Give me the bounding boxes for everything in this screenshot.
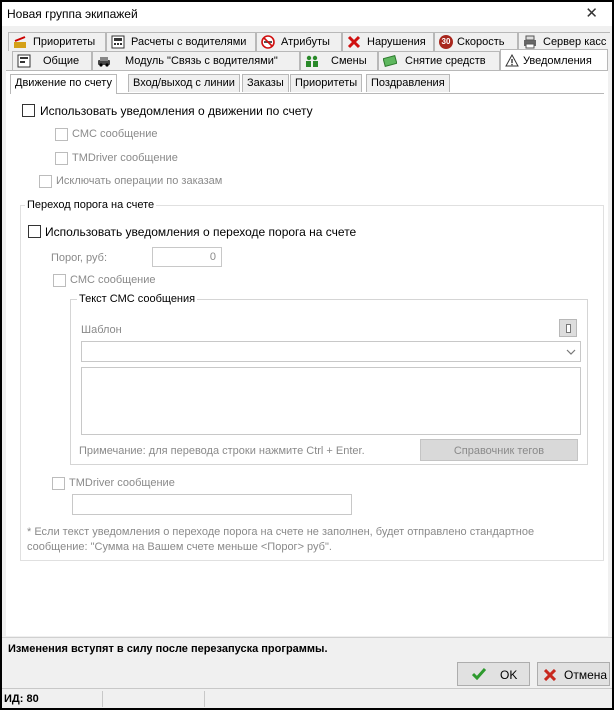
warning-icon [505,54,519,68]
tab-cash-server[interactable]: Сервер касс [518,32,610,51]
use-movement-notifications-checkbox[interactable] [22,104,35,117]
threshold-group-title: Переход порога на счете [27,199,155,211]
check-icon [472,668,486,680]
ok-button[interactable]: OK [457,662,530,686]
use-threshold-notifications-checkbox[interactable] [28,225,41,238]
restart-notice: Изменения вступят в силу после перезапуска программы. [8,643,328,655]
movement-tmdriver-checkbox[interactable] [55,152,68,165]
threshold-sms-label: СМС сообщение [70,274,156,286]
red-x-icon [347,35,361,49]
tab-driver-communication-module[interactable]: Модуль "Связь с водителями" [92,51,300,70]
threshold-input[interactable]: 0 [152,247,222,267]
template-picker-icon[interactable] [559,319,577,337]
tab-notifications[interactable]: Уведомления [500,49,608,70]
tab-attributes[interactable]: Атрибуты [256,32,342,51]
subtab-orders[interactable]: Заказы [242,74,289,92]
footer-separator [204,691,205,707]
cancel-button[interactable]: Отмена [537,662,610,686]
threshold-tmdriver-input[interactable] [72,494,352,515]
line-break-hint: Примечание: для перевода строки нажмите Ctrl + Enter. [79,445,365,457]
chevron-down-icon [566,348,576,356]
footnote-line-1: * Если текст уведомления о переходе порога на счете не заполнен, будет отправлено стандартное [27,526,535,538]
tab-speed[interactable]: 30 Скорость [434,32,518,51]
threshold-sms-checkbox[interactable] [53,274,66,287]
subtab-line-entry-exit[interactable]: Вход/выход с линии [128,74,240,92]
movement-sms-label: СМС сообщение [72,128,158,140]
tags-reference-button[interactable]: Справочник тегов [420,439,578,461]
notifications-panel [6,70,608,636]
money-icon [383,54,397,68]
template-select[interactable] [81,341,581,362]
sms-text-group-title: Текст СМС сообщения [79,293,196,305]
people-icon [305,54,319,68]
threshold-tmdriver-checkbox[interactable] [52,477,65,490]
subtab-row [10,74,610,94]
priority-icon [13,35,27,49]
window-title: Новая группа экипажей [7,7,138,21]
exclude-order-operations-label: Исключать операции по заказам [56,175,223,187]
subtab-congratulations[interactable]: Поздравления [366,74,450,92]
subtab-priorities[interactable]: Приоритеты [290,74,362,92]
general-icon [17,54,31,68]
close-icon[interactable]: ✕ [585,5,598,22]
use-threshold-notifications-label: Использовать уведомления о переходе порога на счете [45,225,357,239]
template-label: Шаблон [81,324,122,336]
car-icon [97,54,111,68]
footer-separator [102,691,103,707]
threshold-tmdriver-label: TMDriver сообщение [69,477,175,489]
printer-icon [523,35,537,49]
tab-withdrawal[interactable]: Снятие средств [378,51,500,70]
tab-shifts[interactable]: Смены [300,51,378,70]
exclude-order-operations-checkbox[interactable] [39,175,52,188]
tab-priorities[interactable]: Приоритеты [8,32,106,51]
tab-general[interactable]: Общие [12,51,92,70]
sms-text-group [70,293,588,465]
cancel-x-icon [544,669,556,681]
title-bar [2,2,612,26]
speed-limit-icon: 30 [439,35,453,49]
calculator-icon [111,35,125,49]
use-movement-notifications-label: Использовать уведомления о движении по счету [40,104,313,118]
id-label: ИД: 80 [4,693,39,705]
tab-row-2 [8,51,608,70]
movement-sms-checkbox[interactable] [55,128,68,141]
subtab-account-movement[interactable]: Движение по счету [10,74,117,94]
footer-bar [2,688,612,708]
status-bar [2,637,612,661]
threshold-label: Порог, руб: [51,252,108,264]
tab-driver-calculations[interactable]: Расчеты с водителями [106,32,256,51]
no-smoking-icon [261,35,275,49]
footnote-line-2: сообщение: "Сумма на Вашем счете меньше <Порог> руб". [27,541,332,553]
tab-violations[interactable]: Нарушения [342,32,434,51]
sms-text-area[interactable] [81,367,581,435]
movement-tmdriver-label: TMDriver сообщение [72,152,178,164]
